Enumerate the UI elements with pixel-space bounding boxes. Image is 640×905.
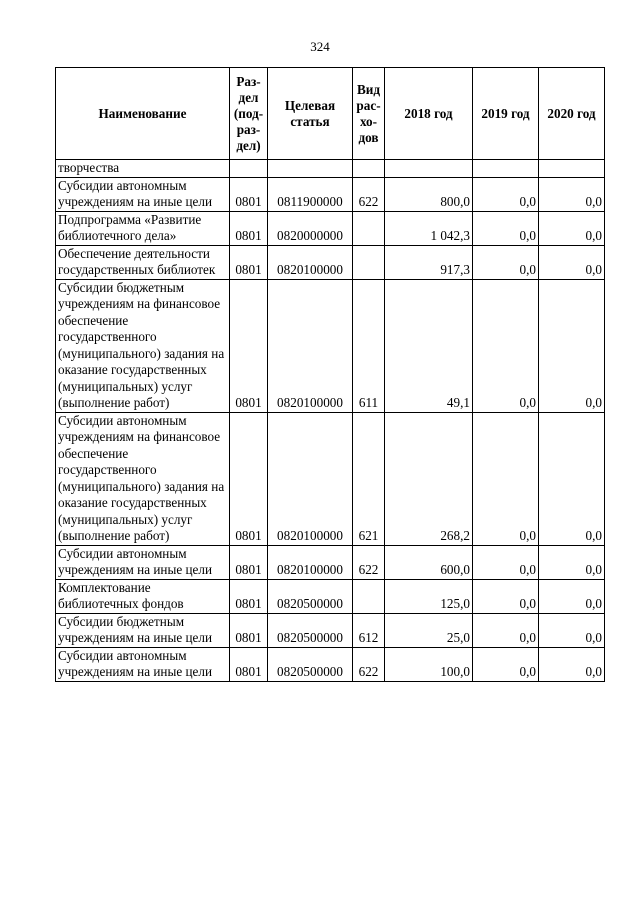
cell-vid: 622 bbox=[353, 177, 385, 211]
cell-name: Субсидии автономным учреждениям на иные цели bbox=[56, 647, 230, 681]
cell-2018: 125,0 bbox=[385, 579, 473, 613]
cell-2019: 0,0 bbox=[473, 245, 539, 279]
cell-2018 bbox=[385, 160, 473, 178]
cell-razdel: 0801 bbox=[230, 579, 268, 613]
cell-celevaya: 0820100000 bbox=[268, 245, 353, 279]
cell-2020: 0,0 bbox=[539, 412, 605, 545]
budget-table bbox=[55, 67, 605, 682]
table-row bbox=[56, 211, 605, 245]
table-row bbox=[56, 579, 605, 613]
table-row bbox=[56, 412, 605, 545]
cell-vid bbox=[353, 160, 385, 178]
cell-2019: 0,0 bbox=[473, 211, 539, 245]
table-row bbox=[56, 647, 605, 681]
table-row bbox=[56, 177, 605, 211]
table-row bbox=[56, 545, 605, 579]
cell-celevaya: 0820100000 bbox=[268, 545, 353, 579]
cell-name: Подпрограмма «Развитие библиотечного дела» bbox=[56, 211, 230, 245]
cell-celevaya: 0820000000 bbox=[268, 211, 353, 245]
table-row bbox=[56, 279, 605, 412]
cell-celevaya: 0820100000 bbox=[268, 279, 353, 412]
table-row bbox=[56, 613, 605, 647]
header-2019: 2019 год bbox=[473, 68, 539, 160]
cell-name: Субсидии автономным учреждениям на иные цели bbox=[56, 177, 230, 211]
cell-razdel: 0801 bbox=[230, 613, 268, 647]
cell-2019: 0,0 bbox=[473, 579, 539, 613]
cell-2020: 0,0 bbox=[539, 613, 605, 647]
cell-celevaya: 0820500000 bbox=[268, 579, 353, 613]
cell-name: Субсидии бюджетным учреждениям на финансовое обеспечение государственного (муниципального) задания на оказание государственных (муниципальных) услуг (выполнение работ) bbox=[56, 279, 230, 412]
cell-name: Субсидии автономным учреждениям на иные цели bbox=[56, 545, 230, 579]
cell-2020: 0,0 bbox=[539, 211, 605, 245]
cell-celevaya: 0820100000 bbox=[268, 412, 353, 545]
cell-vid: 622 bbox=[353, 545, 385, 579]
header-name: Наименование bbox=[56, 68, 230, 160]
table-row bbox=[56, 160, 605, 178]
cell-celevaya: 0820500000 bbox=[268, 613, 353, 647]
cell-name: Обеспечение деятельности государственных библиотек bbox=[56, 245, 230, 279]
cell-2018: 1 042,3 bbox=[385, 211, 473, 245]
cell-razdel bbox=[230, 160, 268, 178]
cell-2020 bbox=[539, 160, 605, 178]
cell-2020: 0,0 bbox=[539, 245, 605, 279]
cell-name: творчества bbox=[56, 160, 230, 178]
cell-vid bbox=[353, 579, 385, 613]
cell-2019: 0,0 bbox=[473, 613, 539, 647]
cell-2019: 0,0 bbox=[473, 412, 539, 545]
cell-2018: 25,0 bbox=[385, 613, 473, 647]
header-vid: Вид рас- хо- дов bbox=[353, 68, 385, 160]
cell-2018: 800,0 bbox=[385, 177, 473, 211]
cell-razdel: 0801 bbox=[230, 279, 268, 412]
cell-2019 bbox=[473, 160, 539, 178]
cell-vid: 611 bbox=[353, 279, 385, 412]
cell-2019: 0,0 bbox=[473, 177, 539, 211]
cell-2018: 100,0 bbox=[385, 647, 473, 681]
header-2018: 2018 год bbox=[385, 68, 473, 160]
page-number: 324 bbox=[310, 39, 330, 54]
cell-razdel: 0801 bbox=[230, 412, 268, 545]
cell-vid: 612 bbox=[353, 613, 385, 647]
header-row bbox=[56, 68, 605, 160]
cell-2018: 917,3 bbox=[385, 245, 473, 279]
cell-celevaya: 0811900000 bbox=[268, 177, 353, 211]
cell-razdel: 0801 bbox=[230, 245, 268, 279]
cell-2020: 0,0 bbox=[539, 647, 605, 681]
cell-2020: 0,0 bbox=[539, 545, 605, 579]
cell-2020: 0,0 bbox=[539, 177, 605, 211]
cell-2020: 0,0 bbox=[539, 579, 605, 613]
cell-razdel: 0801 bbox=[230, 647, 268, 681]
cell-2018: 600,0 bbox=[385, 545, 473, 579]
cell-vid bbox=[353, 211, 385, 245]
cell-2019: 0,0 bbox=[473, 545, 539, 579]
cell-name: Субсидии автономным учреждениям на финансовое обеспечение государственного (муниципального) задания на оказание государственных (муниципальных) услуг (выполнение работ) bbox=[56, 412, 230, 545]
header-razdel: Раз- дел (под- раз- дел) bbox=[230, 68, 268, 160]
cell-2018: 268,2 bbox=[385, 412, 473, 545]
header-celevaya: Целевая статья bbox=[268, 68, 353, 160]
cell-celevaya bbox=[268, 160, 353, 178]
cell-2018: 49,1 bbox=[385, 279, 473, 412]
cell-2020: 0,0 bbox=[539, 279, 605, 412]
cell-vid: 621 bbox=[353, 412, 385, 545]
cell-celevaya: 0820500000 bbox=[268, 647, 353, 681]
header-2020: 2020 год bbox=[539, 68, 605, 160]
cell-name: Субсидии бюджетным учреждениям на иные цели bbox=[56, 613, 230, 647]
cell-razdel: 0801 bbox=[230, 211, 268, 245]
table-row bbox=[56, 245, 605, 279]
cell-2019: 0,0 bbox=[473, 647, 539, 681]
cell-2019: 0,0 bbox=[473, 279, 539, 412]
cell-vid: 622 bbox=[353, 647, 385, 681]
cell-razdel: 0801 bbox=[230, 177, 268, 211]
cell-name: Комплектование библиотечных фондов bbox=[56, 579, 230, 613]
cell-razdel: 0801 bbox=[230, 545, 268, 579]
cell-vid bbox=[353, 245, 385, 279]
